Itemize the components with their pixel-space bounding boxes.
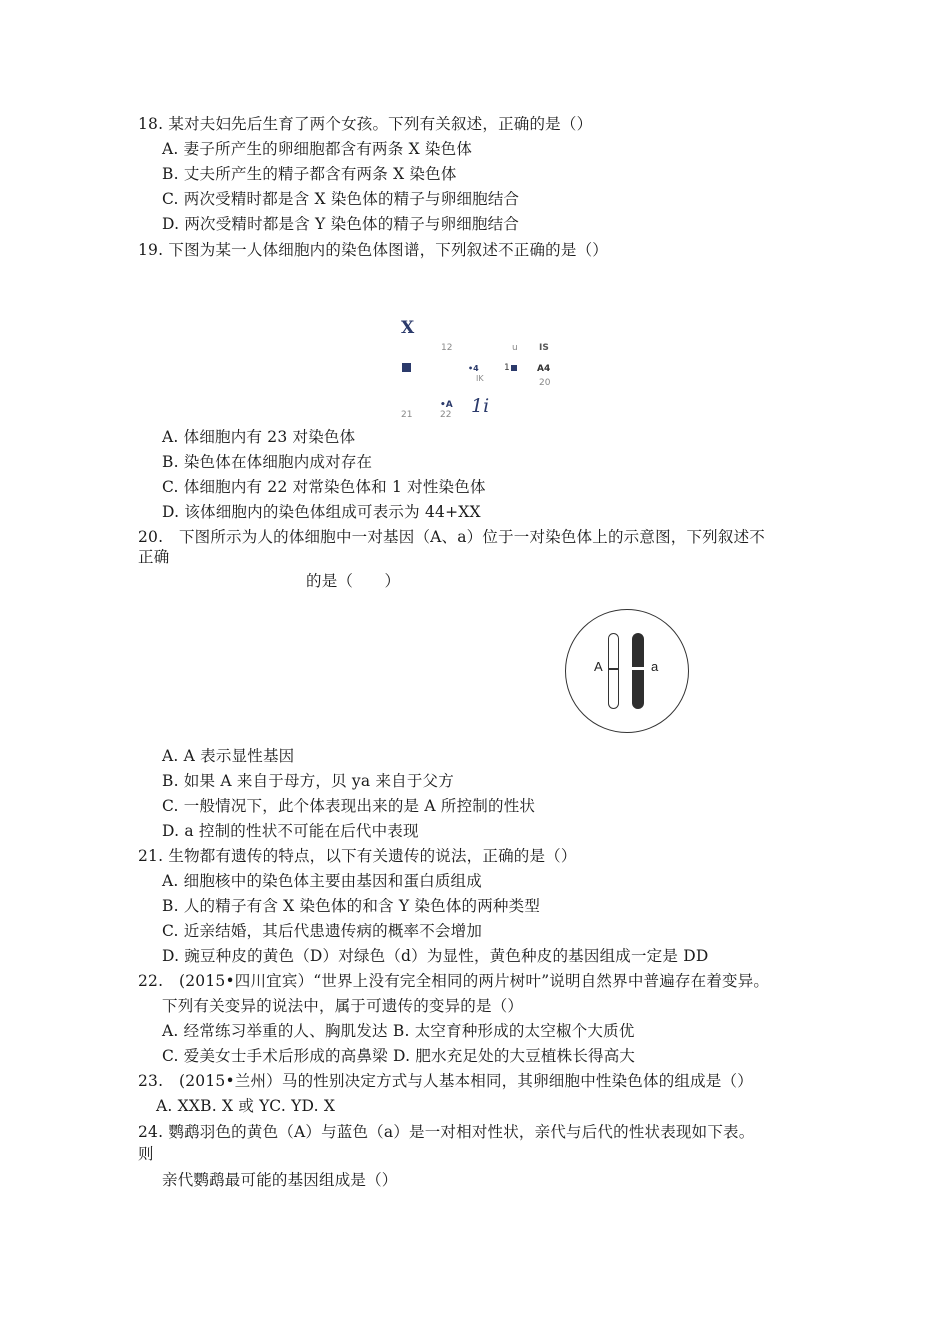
chromosome-square-icon bbox=[402, 363, 411, 372]
chromosome-white bbox=[608, 633, 619, 709]
question-18: 18. 某对夫妇先后生育了两个女孩。下列有关叙述，正确的是（） bbox=[138, 115, 593, 133]
q21-option-d: D. 豌豆种皮的黄色（D）对绿色（d）为显性，黄色种皮的基因组成一定是 DD bbox=[162, 947, 709, 965]
q20-option-a: A. A 表示显性基因 bbox=[162, 747, 295, 765]
allele-a-lower-label: a bbox=[651, 659, 659, 674]
gene-locus-a-lower bbox=[632, 667, 644, 670]
q20-option-c: C. 一般情况下，此个体表现出来的是 A 所控制的性状 bbox=[162, 797, 536, 815]
q21-option-c: C. 近亲结婚，其后代患遗传病的概率不会增加 bbox=[162, 922, 483, 940]
question-23: 23. (2015•兰州）马的性别决定方式与人基本相同，其卵细胞中性染色体的组成是（） bbox=[138, 1072, 753, 1090]
q19-option-d: D. 该体细胞内的染色体组成可表示为 44+XX bbox=[162, 503, 481, 521]
q22-options-cd: C. 爱美女士手术后形成的高鼻梁 D. 肥水充足处的大豆植株长得高大 bbox=[162, 1047, 636, 1065]
q18-option-d: D. 两次受精时都是含 Y 染色体的精子与卵细胞结合 bbox=[162, 215, 520, 233]
karyotype-label-1i: 1i bbox=[471, 395, 490, 417]
q22-options-ab: A. 经常练习举重的人、胸肌发达 B. 太空育种形成的太空椒个大质优 bbox=[162, 1022, 635, 1040]
karyotype-figure bbox=[395, 312, 565, 424]
karyotype-label-is: IS bbox=[539, 343, 549, 353]
chromosome-dark bbox=[632, 633, 644, 709]
q19-option-c: C. 体细胞内有 22 对常染色体和 1 对性染色体 bbox=[162, 478, 486, 496]
q23-options: A. XXB. X 或 YC. YD. X bbox=[156, 1097, 336, 1115]
karyotype-label-a4: A4 bbox=[537, 364, 551, 374]
karyotype-label-star4: •4 bbox=[468, 364, 479, 373]
q18-option-a: A. 妻子所产生的卵细胞都含有两条 X 染色体 bbox=[162, 140, 473, 158]
karyotype-label-u: u bbox=[512, 343, 518, 353]
karyotype-label-dot-a: •A bbox=[440, 400, 453, 410]
karyotype-label-22: 22 bbox=[440, 410, 452, 420]
question-21: 21. 生物都有遗传的特点，以下有关遗传的说法，正确的是（） bbox=[138, 847, 577, 865]
q21-option-a: A. 细胞核中的染色体主要由基因和蛋白质组成 bbox=[162, 872, 482, 890]
q19-option-a: A. 体细胞内有 23 对染色体 bbox=[162, 428, 356, 446]
question-22: 22. (2015•四川宜宾）“世界上没有完全相同的两片树叶”说明自然界中普遍存在着变异。 bbox=[138, 972, 770, 990]
karyotype-label-1: 1 bbox=[504, 363, 510, 373]
q21-option-b: B. 人的精子有含 X 染色体的和含 Y 染色体的两种类型 bbox=[162, 897, 541, 915]
q18-option-b: B. 丈夫所产生的精子都含有两条 X 染色体 bbox=[162, 165, 457, 183]
gene-locus-a-upper bbox=[609, 668, 618, 670]
chromosome-small-square-icon bbox=[511, 365, 517, 371]
question-24-cont: 则 bbox=[138, 1145, 154, 1163]
karyotype-label-20: 20 bbox=[539, 378, 551, 388]
question-20-cont: 正确 bbox=[138, 548, 170, 566]
karyotype-label-21: 21 bbox=[401, 410, 413, 420]
q18-option-c: C. 两次受精时都是含 X 染色体的精子与卵细胞结合 bbox=[162, 190, 520, 208]
cell-diagram bbox=[565, 609, 689, 733]
q19-option-b: B. 染色体在体细胞内成对存在 bbox=[162, 453, 373, 471]
karyotype-label-12: 12 bbox=[441, 343, 453, 353]
question-20: 20. 下图所示为人的体细胞中一对基因（A、a）位于一对染色体上的示意图，下列叙述不 bbox=[138, 528, 765, 546]
question-19: 19. 下图为某一人体细胞内的染色体图谱，下列叙述不正确的是（） bbox=[138, 241, 608, 259]
allele-a-upper-label: A bbox=[594, 659, 603, 674]
karyotype-label-ik: IK bbox=[476, 374, 484, 383]
question-24: 24. 鹦鹉羽色的黄色（A）与蓝色（a）是一对相对性状，亲代与后代的性状表现如下表。 bbox=[138, 1123, 755, 1141]
q20-option-b: B. 如果 A 来自于母方，贝 ya 来自于父方 bbox=[162, 772, 454, 790]
karyotype-x-label: X bbox=[401, 318, 415, 338]
question-22-cont: 下列有关变异的说法中，属于可遗传的变异的是（） bbox=[162, 997, 524, 1015]
question-20-tail: 的是（ ） bbox=[306, 572, 401, 590]
q20-option-d: D. a 控制的性状不可能在后代中表现 bbox=[162, 822, 419, 840]
question-24-tail: 亲代鹦鹉最可能的基因组成是（） bbox=[162, 1171, 398, 1189]
